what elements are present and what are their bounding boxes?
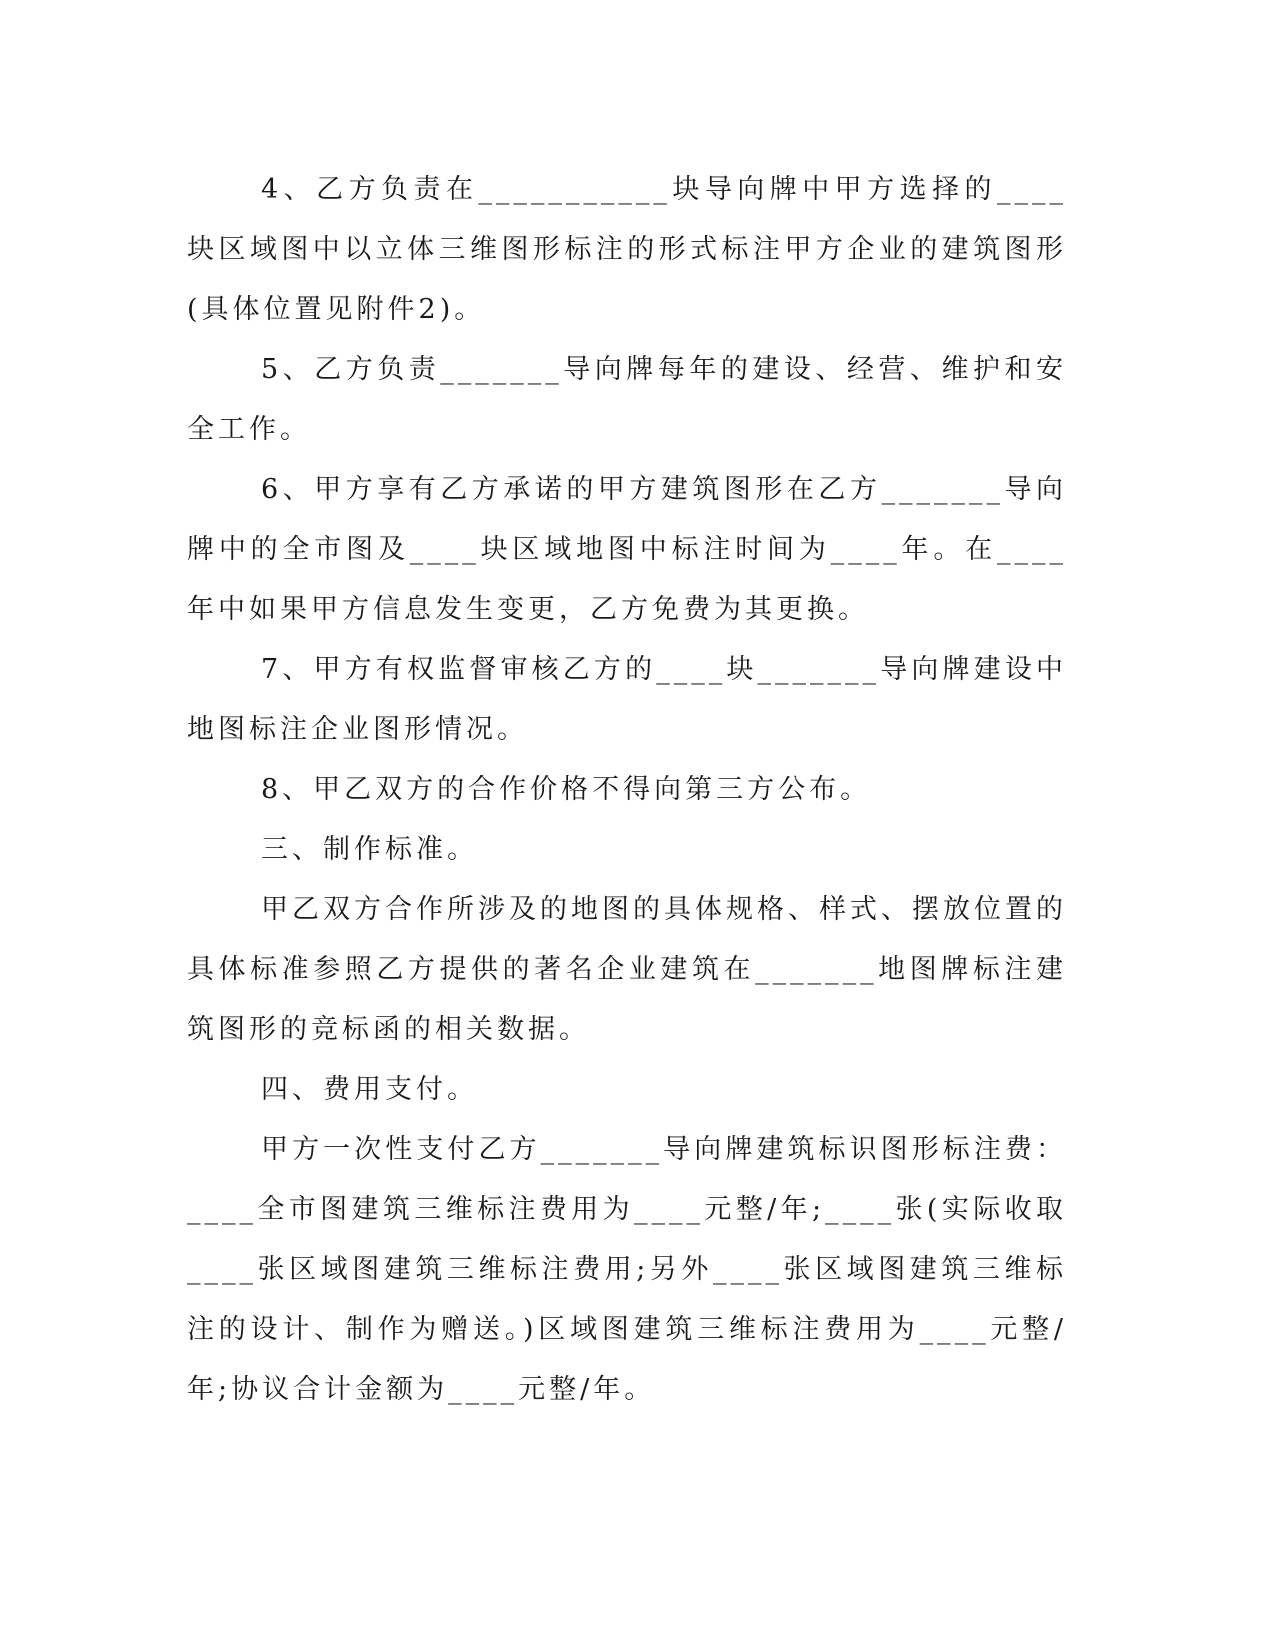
section-heading-payment: 四、费用支付。 <box>261 1074 478 1105</box>
clause-7: 7、甲方有权监督审核乙方的____块_______导向牌建设中地图标注企业图形情况。 <box>187 654 1067 745</box>
production-standard-text: 甲乙双方合作所涉及的地图的具体规格、样式、摆放位置的具体标准参照乙方提供的著名企业建筑在_______地图牌标注建筑图形的竞标函的相关数据。 <box>187 894 1067 1045</box>
clause-4: 4、乙方负责在___________块导向牌中甲方选择的____块区域图中以立体三维图形标注的形式标注甲方企业的建筑图形(具体位置见附件2)。 <box>187 174 1067 325</box>
clause-8: 8、甲乙双方的合作价格不得向第三方公布。 <box>261 774 872 805</box>
payment-text: 甲方一次性支付乙方_______导向牌建筑标识图形标注费：____全市图建筑三维标注费用为____元整/年;____张(实际收取____张区域图建筑三维标注费用;另外____张区域图建筑三维标注的设计、制作为赠送。)区域图建筑三维标注费用为____元整/年;协议合计金额为____元整/年。 <box>187 1134 1067 1405</box>
document-body <box>187 160 1067 1420</box>
section-heading-production-standard: 三、制作标准。 <box>261 834 478 865</box>
clause-5: 5、乙方负责_______导向牌每年的建设、经营、维护和安全工作。 <box>187 354 1067 445</box>
clause-6: 6、甲方享有乙方承诺的甲方建筑图形在乙方_______导向牌中的全市图及____块区域地图中标注时间为____年。在____年中如果甲方信息发生变更，乙方免费为其更换。 <box>187 474 1067 625</box>
